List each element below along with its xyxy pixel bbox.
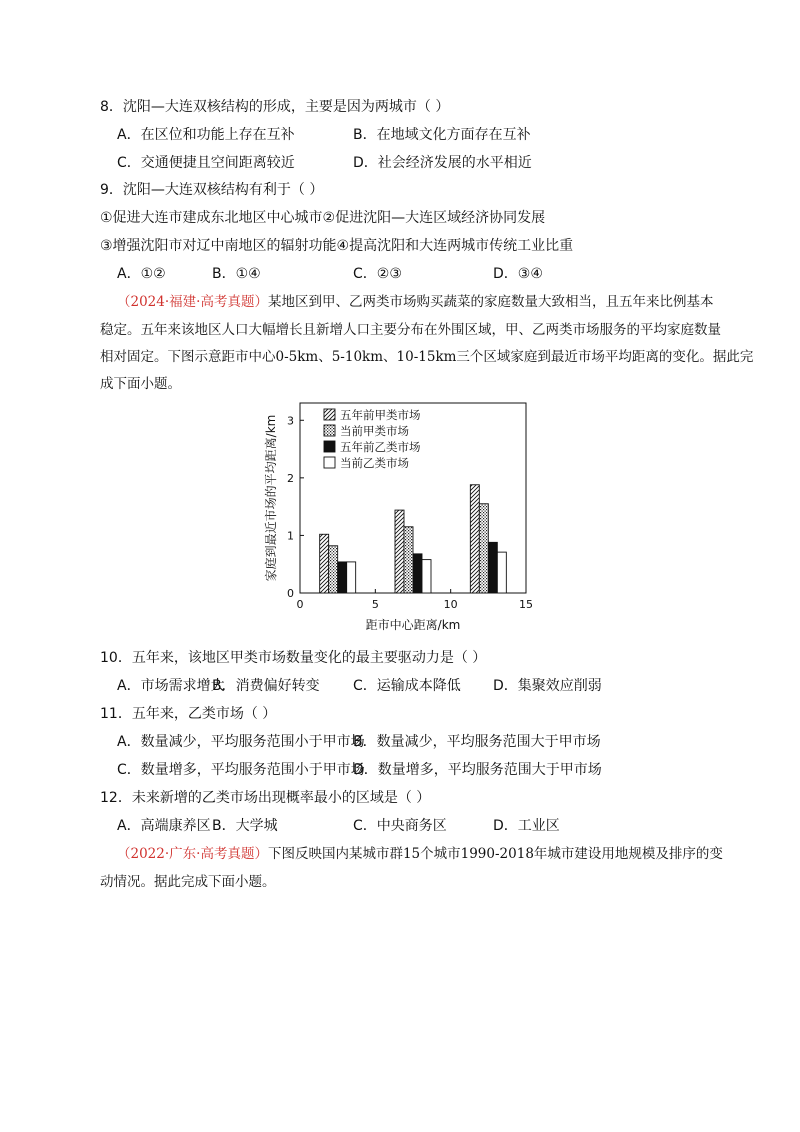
- x-axis-label: 距市中心距离/km: [365, 618, 461, 632]
- q10-stem: 10．五年来，该地区甲类市场数量变化的最主要驱动力是（ ）: [100, 650, 487, 666]
- bar-3-group-1: [338, 562, 347, 593]
- q9-option-d: D．③④: [493, 266, 543, 282]
- x-tick-label: 10: [443, 598, 458, 611]
- bar-1-group-1: [320, 534, 329, 593]
- q10-option-d: D．集聚效应削弱: [493, 678, 602, 694]
- legend-label-3: 五年前乙类市场: [340, 440, 421, 454]
- q9-option-a: A．①②: [117, 266, 166, 282]
- q9-stem: 9．沈阳—大连双核结构有利于（ ）: [100, 182, 324, 198]
- q9-item-line-1: ①促进大连市建成东北地区中心城市②促进沈阳—大连区域经济协同发展: [100, 210, 546, 226]
- bar-4-group-1: [347, 562, 356, 593]
- bar-chart: [258, 395, 548, 645]
- q9-item-line-2: ③增强沈阳市对辽中南地区的辐射功能④提高沈阳和大连两城市传统工业比重: [100, 238, 574, 254]
- bar-1-group-3: [470, 485, 479, 593]
- passage2-line-1: [117, 844, 723, 864]
- bar-2-group-3: [479, 504, 488, 593]
- y-tick-label: 2: [287, 471, 294, 485]
- legend-swatch-2: [324, 425, 335, 436]
- y-tick-label: 1: [287, 529, 294, 543]
- passage1-line-3: 相对固定。下图示意距市中心0-5km、5-10km、10-15km三个区域家庭到最近市场平均距离的变化。据此完: [100, 349, 754, 365]
- legend-swatch-1: [324, 409, 335, 420]
- q12-option-a: A．高端康养区: [117, 818, 211, 834]
- passage1-line-2: 稳定。五年来该地区人口大幅增长且新增人口主要分布在外围区域，甲、乙两类市场服务的平均家庭数量: [100, 322, 721, 338]
- legend-swatch-4: [324, 457, 335, 468]
- q11-option-d: D．数量增多，平均服务范围大于甲市场: [353, 762, 602, 778]
- q12-option-c: C．中央商务区: [353, 818, 447, 834]
- y-tick-label: 3: [287, 414, 294, 428]
- passage2-source: （2022·广东·高考真题）: [117, 846, 268, 862]
- q10-option-b: B．消费偏好转变: [212, 678, 320, 694]
- passage1-line-4: 成下面小题。: [100, 376, 181, 392]
- q10-option-a: A．市场需求增大: [117, 678, 225, 694]
- q11-option-c: C．数量增多，平均服务范围小于甲市场: [117, 762, 365, 778]
- passage1-line-1: [117, 292, 713, 312]
- q11-stem: 11．五年来，乙类市场（ ）: [100, 706, 277, 722]
- bar-1-group-2: [395, 510, 404, 593]
- y-tick-label: 0: [287, 587, 294, 600]
- q8-option-c: C．交通便捷且空间距离较近: [117, 155, 295, 171]
- q8-option-b: B．在地域文化方面存在互补: [353, 127, 531, 143]
- legend-label-4: 当前乙类市场: [340, 456, 409, 470]
- legend-swatch-3: [324, 441, 335, 452]
- legend-label-2: 当前甲类市场: [340, 424, 409, 438]
- passage2-line-2: 动情况。据此完成下面小题。: [100, 874, 276, 890]
- x-tick-label: 5: [371, 598, 379, 611]
- passage2-text-1: 下图反映国内某城市群15个城市1990-2018年城市建设用地规模及排序的变: [267, 846, 723, 862]
- passage1-source: （2024·福建·高考真题）: [117, 294, 268, 310]
- passage1-text-1: 某地区到甲、乙两类市场购买蔬菜的家庭数量大致相当，且五年来比例基本: [267, 294, 714, 310]
- bar-2-group-1: [329, 546, 338, 593]
- q8-option-d: D．社会经济发展的水平相近: [353, 155, 532, 171]
- bar-4-group-2: [422, 560, 431, 593]
- q8-option-a: A．在区位和功能上存在互补: [117, 127, 295, 143]
- bar-2-group-2: [404, 527, 413, 593]
- y-axis-label: 家庭到最近市场的平均距离/km: [264, 414, 278, 582]
- bar-4-group-3: [497, 552, 506, 593]
- q12-stem: 12．未来新增的乙类市场出现概率最小的区域是（ ）: [100, 790, 431, 806]
- q10-option-c: C．运输成本降低: [353, 678, 461, 694]
- q12-option-b: B．大学城: [212, 818, 278, 834]
- q12-option-d: D．工业区: [493, 818, 560, 834]
- bar-3-group-2: [413, 554, 422, 593]
- q11-option-b: B．数量减少，平均服务范围大于甲市场: [353, 734, 601, 750]
- x-tick-label: 15: [519, 598, 533, 611]
- q11-option-a: A．数量减少，平均服务范围小于甲市场: [117, 734, 365, 750]
- bar-3-group-3: [488, 542, 497, 593]
- q8-stem: 8．沈阳—大连双核结构的形成，主要是因为两城市（ ）: [100, 99, 450, 115]
- q9-option-c: C．②③: [353, 266, 402, 282]
- q9-option-b: B．①④: [212, 266, 261, 282]
- legend-label-1: 五年前甲类市场: [340, 408, 421, 422]
- x-tick-label: 0: [296, 598, 304, 611]
